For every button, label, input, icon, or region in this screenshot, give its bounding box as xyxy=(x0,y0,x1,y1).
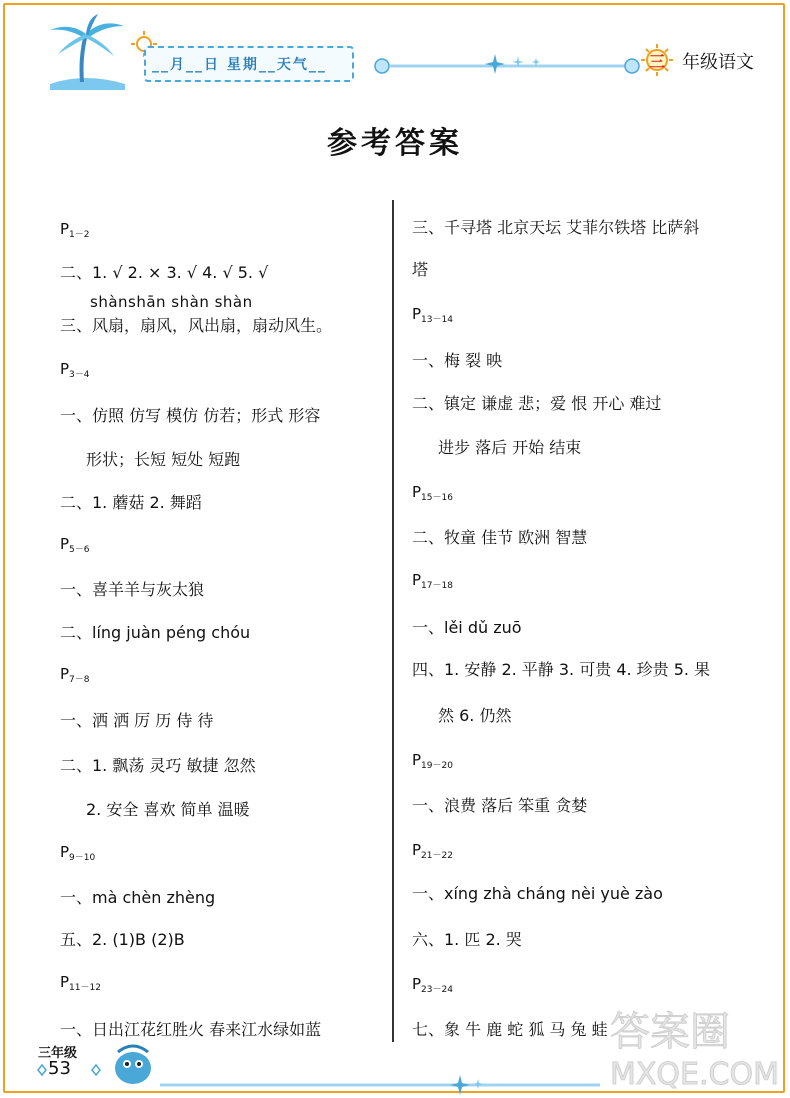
answer-line: 进步 落后 开始 结束 xyxy=(438,438,582,457)
page-range: 5－6 xyxy=(69,545,90,555)
page-range: 11－12 xyxy=(69,983,101,993)
mascot-icon xyxy=(108,1040,158,1090)
answer-line: 形状；长短 短处 短跑 xyxy=(86,450,241,469)
answer-line: 一、洒 洒 厉 历 侍 待 xyxy=(60,711,214,730)
page-range: 3－4 xyxy=(69,370,90,380)
answer-line: 一、喜羊羊与灰太狼 xyxy=(60,580,205,599)
page-prefix: P xyxy=(412,305,422,323)
page-title: 参考答案 xyxy=(327,126,463,161)
page-reference xyxy=(412,841,453,859)
page-range: 15－16 xyxy=(421,493,453,503)
answer-line: 二、镇定 谦虚 悲；爱 恨 开心 难过 xyxy=(412,394,662,413)
answer-line: 七、象 牛 鹿 蛇 狐 马 兔 蛙 xyxy=(412,1020,608,1039)
answer-line: 三、千寻塔 北京天坛 艾菲尔铁塔 比萨斜 xyxy=(412,218,700,237)
page-range: 19－20 xyxy=(421,761,453,771)
page-prefix: P xyxy=(412,751,422,769)
footer-decoration-line xyxy=(160,1075,600,1095)
answer-line: 一、浪费 落后 笨重 贪婪 xyxy=(412,796,588,815)
page-reference xyxy=(412,483,453,501)
answer-line: 五、2. (1)B (2)B xyxy=(60,930,185,949)
page-reference xyxy=(412,975,453,993)
page-reference xyxy=(60,973,101,991)
footer-grade: 三年级 xyxy=(38,1046,78,1061)
page-reference xyxy=(60,665,90,683)
page-prefix: P xyxy=(412,483,422,501)
answer-line: 塔 xyxy=(412,260,429,279)
page-prefix: P xyxy=(412,571,422,589)
page-prefix: P xyxy=(412,841,422,859)
answer-line: 然 6. 仍然 xyxy=(438,706,512,725)
answer-line: 三、风扇，扇风，风出扇，扇动风生。 xyxy=(60,316,333,335)
star-decoration-icon xyxy=(370,52,640,82)
answer-line: 二、1. √ 2. × 3. √ 4. √ 5. √ xyxy=(60,263,269,282)
page-prefix: P xyxy=(412,975,422,993)
page-range: 1－2 xyxy=(69,230,90,240)
page-range: 17－18 xyxy=(421,581,453,591)
page-prefix: P xyxy=(60,535,70,553)
page-header xyxy=(0,0,790,100)
grade-badge-label: 三 xyxy=(648,52,665,71)
svg-text:答案圈: 答案圈 xyxy=(610,1009,730,1055)
answer-line: 二、líng juàn péng chóu xyxy=(60,623,251,642)
page-prefix: P xyxy=(60,973,70,991)
svg-text:MXQE.COM: MXQE.COM xyxy=(610,1057,779,1092)
answer-line: 一、mà chèn zhèng xyxy=(60,888,216,907)
grade-subject: 年级语文 xyxy=(682,52,754,73)
page-reference xyxy=(60,843,95,861)
answer-line: 一、仿照 仿写 模仿 仿若；形式 形容 xyxy=(60,406,321,425)
page-number: 53 xyxy=(48,1058,71,1079)
column-divider xyxy=(392,200,394,1042)
answer-line: 一、梅 裂 映 xyxy=(412,351,503,370)
page-reference xyxy=(412,751,453,769)
page-range: 7－8 xyxy=(69,675,90,685)
page-reference xyxy=(412,571,453,589)
pinyin-annotation: shànshān shàn shàn xyxy=(90,293,253,311)
page-prefix: P xyxy=(60,665,70,683)
palm-tree-icon xyxy=(40,12,130,92)
page-reference xyxy=(60,220,90,238)
answer-line: 一、lěi dǔ zuō xyxy=(412,618,522,637)
page-range: 23－24 xyxy=(421,985,453,995)
page-range: 13－14 xyxy=(421,315,453,325)
page-reference xyxy=(60,360,90,378)
page-range: 21－22 xyxy=(421,851,453,861)
watermark-logo-icon xyxy=(600,1000,785,1092)
page-reference xyxy=(60,535,90,553)
answer-line: 四、1. 安静 2. 平静 3. 可贵 4. 珍贵 5. 果 xyxy=(412,660,711,679)
page-prefix: P xyxy=(60,360,70,378)
answer-line: 二、1. 蘑菇 2. 舞蹈 xyxy=(60,493,202,512)
answer-line: 2. 安全 喜欢 简单 温暖 xyxy=(86,800,250,819)
answer-line: 二、牧童 佳节 欧洲 智慧 xyxy=(412,528,588,547)
page-prefix: P xyxy=(60,220,70,238)
answer-line: 六、1. 匹 2. 哭 xyxy=(412,930,522,949)
page-prefix: P xyxy=(60,843,70,861)
answer-line: 一、xíng zhà cháng nèi yuè zào xyxy=(412,884,663,903)
date-line: __月__日 星期__天气__ xyxy=(152,57,327,73)
page-range: 9－10 xyxy=(69,853,96,863)
answer-line: 二、1. 飘荡 灵巧 敏捷 忽然 xyxy=(60,756,256,775)
page-reference xyxy=(412,305,453,323)
answer-line: 一、日出江花红胜火 春来江水绿如蓝 xyxy=(60,1020,322,1039)
